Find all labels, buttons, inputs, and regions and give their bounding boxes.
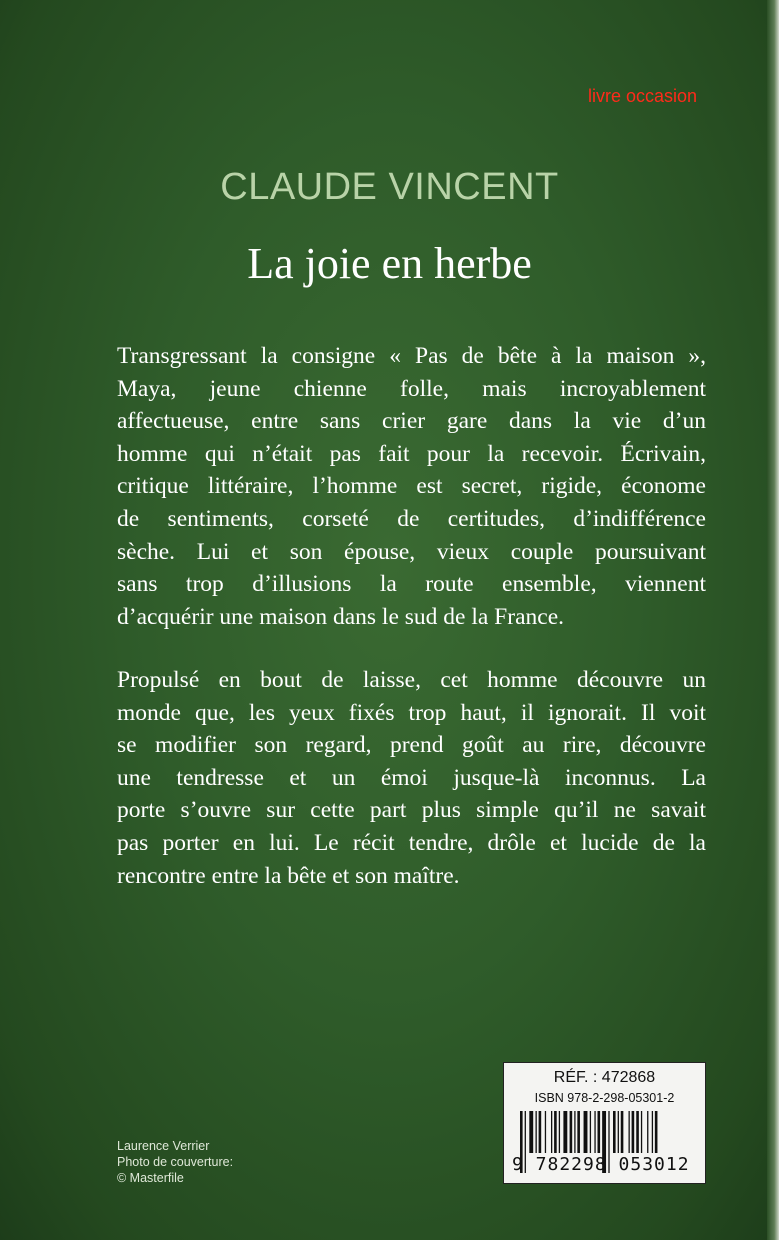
author-name: CLAUDE VINCENT — [220, 166, 559, 208]
barcode-bar — [621, 1111, 624, 1153]
barcode-label — [503, 1062, 706, 1184]
text-line: de sentiments, corseté de certitudes, d’indifférence — [117, 505, 706, 532]
reference-number: RÉF. : 472868 — [553, 1069, 656, 1086]
barcode-bar — [563, 1111, 567, 1153]
barcode-bar — [618, 1111, 619, 1153]
barcode-bar — [613, 1111, 616, 1153]
text-line: pas porter en lui. Le récit tendre, drôle et lucide de la — [117, 829, 706, 856]
text-line: monde que, les yeux fixés trop haut, il ignorait. Il voit — [117, 699, 706, 726]
blurb-paragraph-2 — [117, 664, 706, 892]
barcode-bar — [636, 1111, 639, 1153]
text-line: porte s’ouvre sur cette part plus simple qu’il ne savait — [117, 797, 706, 824]
barcode-bar — [529, 1111, 533, 1153]
barcode-bar — [554, 1111, 557, 1153]
text-line: Transgressant la consigne « Pas de bête à la maison », — [117, 343, 706, 369]
barcode-bar — [536, 1111, 537, 1153]
text-line: homme qui n’était pas fait pour la recevoir. Écrivain, — [117, 440, 706, 467]
barcode-bar — [570, 1111, 573, 1153]
barcode-bar — [559, 1111, 560, 1153]
text-line: se modifier son regard, prend goût au rire, découvre — [117, 732, 706, 759]
credit-line: Laurence Verrier — [117, 1139, 210, 1153]
barcode-bar — [641, 1111, 642, 1153]
barcode-bar — [652, 1111, 653, 1153]
photo-credits — [117, 1138, 233, 1186]
text-line: Maya, jeune chienne folle, mais incroyablement — [117, 375, 706, 402]
credit-line: © Masterfile — [117, 1171, 184, 1185]
text-line: rencontre entre la bête et son maître. — [117, 862, 460, 889]
barcode-bar — [647, 1111, 648, 1153]
text-line: sèche. Lui et son épouse, vieux couple poursuivant — [117, 538, 706, 565]
barcode-bar — [598, 1111, 601, 1153]
text-line: une tendresse et un émoi jusque-là inconnus. La — [117, 764, 706, 791]
barcode-bar — [584, 1111, 588, 1153]
text-line: sans trop d’illusions la route ensemble, viennent — [117, 571, 706, 598]
isbn-number: ISBN 978-2-298-05301-2 — [534, 1091, 675, 1105]
barcode-bar — [551, 1111, 552, 1153]
barcode-bar — [574, 1111, 575, 1153]
barcode-bar — [594, 1111, 595, 1153]
ean-digits: 9 782298 053012 — [512, 1154, 690, 1175]
barcode-bar — [590, 1111, 591, 1153]
barcode-bar — [655, 1111, 658, 1153]
text-line: d’acquérir une maison dans le sud de la France. — [117, 603, 564, 630]
text-line: Propulsé en bout de laisse, cet homme découvre un — [117, 667, 706, 693]
barcode-bar — [545, 1111, 546, 1153]
used-book-sticker: livre occasion — [588, 86, 698, 106]
text-line: affectueuse, entre sans crier gare dans la vie d’un — [117, 408, 706, 435]
barcode-bar — [577, 1111, 580, 1153]
barcode-bar — [539, 1111, 542, 1153]
book-title: La joie en herbe — [247, 239, 532, 288]
barcode-bar — [632, 1111, 635, 1153]
credit-line: Photo de couverture: — [117, 1155, 234, 1169]
barcode-bar — [629, 1111, 630, 1153]
text-line: critique littéraire, l’homme est secret, rigide, économe — [117, 473, 706, 500]
blurb-paragraph-1 — [117, 340, 706, 633]
